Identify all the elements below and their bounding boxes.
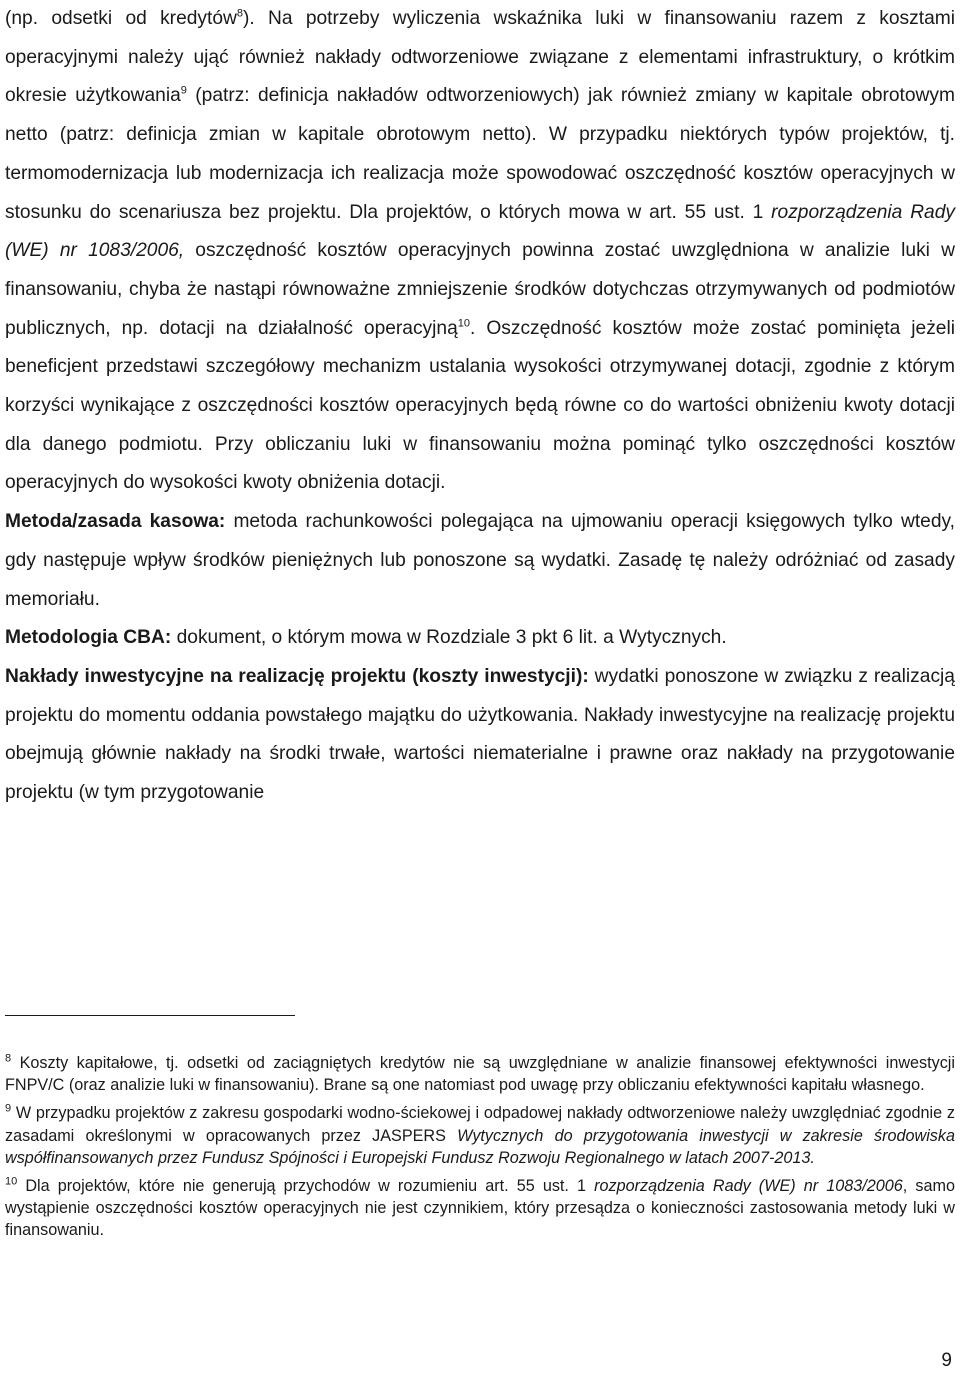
text-span: wydatki ponoszone w związku z realizacją projektu do momentu oddania powstałego majątku do użytkowania. Nakłady inwestycyjne na realizację projektu obejmują głównie nakłady na środki trwałe, wartości niematerialne i prawne oraz nakłady na przygotowanie projektu (w tym przygotowanie [5,665,955,804]
text-span: (np. odsetki od kredytów [5,8,237,29]
footnote [5,1175,955,1242]
text-span: oszczędność kosztów operacyjnych powinna zostać uwzględniona w analizie luki w finansowaniu, chyba że nastąpi równoważne zmniejszenie środków dotychczas otrzymywanych od podmiotów publicznych, np. dotacji na działalność operacyjną [5,240,955,339]
text-span: W przypadku projektów z zakresu gospodarki wodno-ściekowej i odpadowej nakłady odtworzeniowe należy uwzględniać zgodnie z zasadami określonymi w opracowanych przez JASPERS [5,1104,955,1145]
footnote-number: 8 [5,1052,12,1065]
paragraph [5,658,955,813]
paragraph [5,0,955,503]
page-number: 9 [941,1350,952,1371]
text-span: Dla projektów, które nie generują przychodów w rozumieniu art. 55 ust. 1 [17,1177,595,1196]
footnotes [5,1052,955,1242]
text-span: rozporządzenia Rady (WE) nr 1083/2006, [5,201,955,262]
paragraph [5,503,955,619]
footnote-number: 9 [5,1103,12,1116]
text-span: rozporządzenia Rady (WE) nr 1083/2006 [594,1177,903,1196]
footnote [5,1102,955,1169]
footnote-ref: 9 [180,85,187,98]
footnote-separator [5,1015,295,1016]
footnote-ref: 10 [457,317,471,330]
footnote-number: 10 [5,1175,18,1188]
text-span: , samo wystąpienie oszczędności kosztów operacyjnych nie jest czynnikiem, który przesądza o konieczności zastosowania metody luki w finansowaniu. [5,1177,955,1240]
text-span: (patrz: definicja nakładów odtworzeniowych) jak również zmiany w kapitale obrotowym netto (patrz: definicja zmian w kapitale obrotowym netto). W przypadku niektórych typów projektów, tj. termomodernizacja lub modernizacja ich realizacja może spowodować oszczędność kosztów operacyjnych w stosunku do scenariusza bez projektu. Dla projektów, o których mowa w art. 55 ust. 1 [5,85,955,223]
paragraph [5,619,955,658]
text-span: metoda rachunkowości polegająca na ujmowaniu operacji księgowych tylko wtedy, gdy następuje wpływ środków pieniężnych lub ponoszone są wydatki. Zasadę tę należy odróżniać od zasady memoriału. [5,511,955,610]
footnote [5,1052,955,1096]
footnote-ref: 8 [236,7,243,20]
term-heading: Nakłady inwestycyjne na realizację projektu (koszty inwestycji): [5,665,589,687]
text-span: Wytycznych do przygotowania inwestycji w zakresie środowiska współfinansowanych przez Fundusz Spójności i Europejski Fundusz Rozwoju Regionalnego w latach 2007-2013. [5,1126,955,1167]
text-span: ). Na potrzeby wyliczenia wskaźnika luki w finansowaniu razem z kosztami operacyjnymi należy ująć również nakłady odtworzeniowe związane z elementami infrastruktury, o krótkim okresie użytkowania [5,8,955,107]
term-heading: Metodologia CBA: [5,627,172,649]
text-span: Koszty kapitałowe, tj. odsetki od zaciągniętych kredytów nie są uwzględniane w analizie finansowej efektywności inwestycji FNPV/C (oraz analizie luki w finansowaniu). Brane są one natomiast pod uwagę przy obliczaniu efektywności kapitału własnego. [5,1054,955,1095]
term-heading: Metoda/zasada kasowa: [5,511,226,533]
text-span: dokument, o którym mowa w Rozdziale 3 pkt 6 lit. a Wytycznych. [171,627,727,649]
body-text [5,0,955,813]
text-span: . Oszczędność kosztów może zostać pominięta jeżeli beneficjent przedstawi szczegółowy mechanizm ustalania wysokości otrzymywanej dotacji, zgodnie z którym korzyści wynikające z oszczędności kosztów operacyjnych będą równe co do wartości obniżeniu kwoty dotacji dla danego podmiotu. Przy obliczaniu luki w finansowaniu można pominąć tylko oszczędności kosztów operacyjnych do wysokości kwoty obniżenia dotacji. [5,317,956,494]
